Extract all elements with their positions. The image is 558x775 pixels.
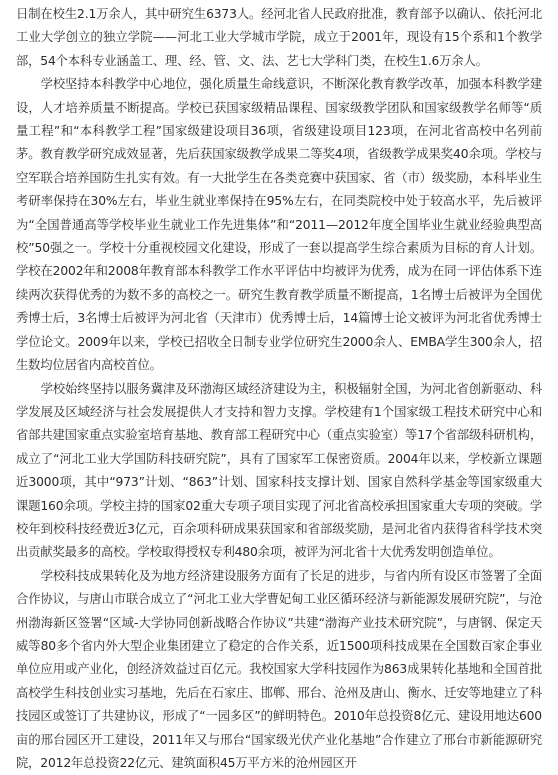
paragraph-3: 学校始终坚持以服务冀津及环渤海区域经济建设为主，积极辐射全国，为河北省创新驱动、科学发展及区域经济与社会发展提供人才支持和智力支撑。学校建有1个国家级工程技术研究中心和省部共建国家重点实验室培育基地、教育部工程研究中心（重点实验室）等17个省部级科研机构，成立了“河北工业大学国防科技研究院”，具有了国家军工保密资质。2004年以来，学校新立课题近3000项，其中“973”计划、“863”计划、国家科技支撑计划、国家自然科学基金等国家级重大课题160余项。学校主持的国家02重大专项子项目实现了河北省高校承担国家重大专项的突破。学校年到校科技经费近3亿元，百余项科研成果获国家和省部级奖励，是河北省内获得省科学技术突出贡献奖最多的高校。学校取得授权专利480余项，被评为河北省十大优秀发明创造单位。 bbox=[16, 381, 542, 560]
paragraph-4: 学校科技成果转化及为地方经济建设服务方面有了长足的进步，与省内所有设区市签署了全面合作协议，与唐山市联合成立了“河北工业大学曹妃甸工业区循环经济与新能源发展研究院”，与沧州渤海新区签署“区域-大学协同创新战略合作协议”共建“渤海产业技术研究院”，与唐钢、保定天威等80多个省内外大型企业集团建立了稳定的合作关系，近1500项科技成果在全国数百家企事业单位应用或产业化，创经济效益过百亿元。我校国家大学科技园作为863成果转化基地和全国首批高校学生科技创业实习基地，先后在石家庄、邯郸、邢台、沧州及唐山、衡水、迁安等地建立了科技园区或签订了共建协议，形成了“一园多区”的鲜明特色。2010年总投资8亿元、建设用地达600亩的邢台园区开工建设，2011年又与邢台“国家级光伏产业化基地”合作建立了邢台市新能源研究院，2012年总投资22亿元、建筑面积45万平方米的沧州园区开 bbox=[16, 568, 542, 770]
paragraph-2: 学校坚持本科教学中心地位，强化质量生命线意识，不断深化教育教学改革，加强本科教学建设，人才培养质量不断提高。学校已获国家级精品课程、国家级教学团队和国家级教学名师等“质量工程”和“本科教学工程”国家级建设项目36项，省级建设项目123项，在河北省高校中名列前茅。教育教学研究成效显著，先后获国家级教学成果二等奖4项，省级教学成果奖40余项。学校与空军联合培养国防生扎实有效。有一大批学生在各类竞赛中获国家、省（市）级奖励，本科毕业生考研率保持在30%左右，毕业生就业率保持在95%左右，在同类院校中处于较高水平，先后被评为“全国普通高等学校毕业生就业工作先进集体”和“2011—2012年度全国毕业生就业经验典型高校”50强之一。学校十分重视校园文化建设，形成了一套以提高学生综合素质为目标的育人计划。学校在2002年和2008年教育部本科教学工作水平评估中均被评为优秀，成为在同一评估体系下连续两次获得优秀的为数不多的高校之一。研究生教育教学质量不断提高，1名博士后被评为全国优秀博士后，3名博士后被评为河北省（天津市）优秀博士后，14篇博士论文被评为河北省优秀博士学位论文。2009年以来，学校已招收全日制专业学位研究生2000余人、EMBA学生300余人，招生数均位居省内高校首位。 bbox=[16, 77, 542, 373]
paragraph-1: 日制在校生2.1万余人，其中研究生6373人。经河北省人民政府批准，教育部予以确认、依托河北工业大学创立的独立学院——河北工业大学城市学院，成立于2001年，现设有15个系和1个教学部，54个本科专业涵盖工、理、经、管、文、法、艺七大学科门类，在校生1.6万余人。 bbox=[16, 7, 542, 68]
